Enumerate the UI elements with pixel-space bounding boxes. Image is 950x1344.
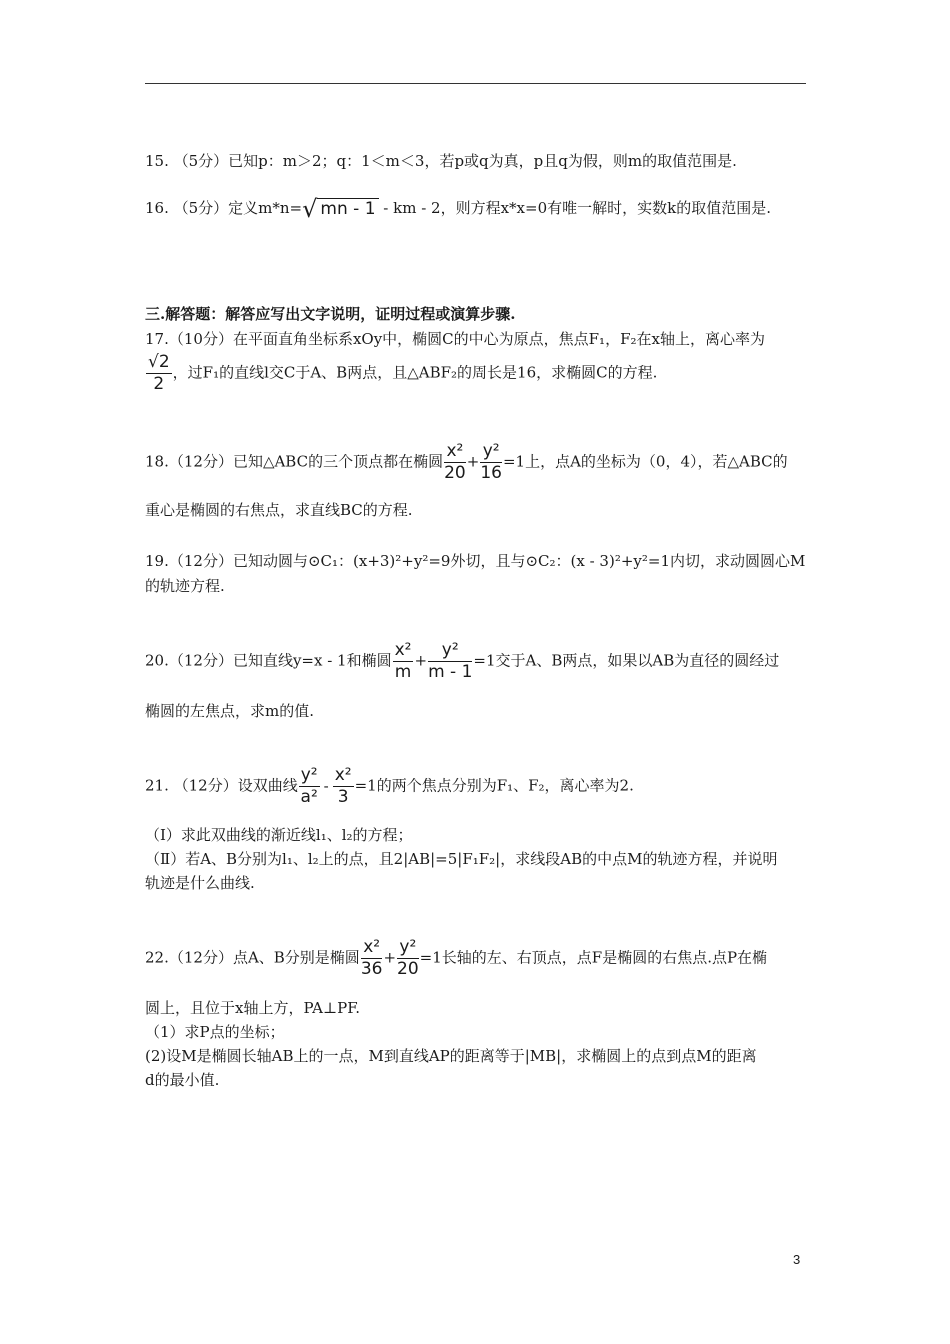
- fraction-x2-over-36: [361, 937, 383, 980]
- question-21-part1: （Ⅰ）求此双曲线的渐近线l₁、l₂的方程；: [145, 826, 413, 844]
- sqrt-radicand: mn - 1: [317, 198, 378, 219]
- question-19-line1: 19.（12分）已知动圆与⊙C₁：(x+3)²+y²=9外切，且与⊙C₂：(x - 3)²+y²=1内切，求动圆圆心M: [145, 552, 806, 570]
- fraction-numerator: y²: [300, 765, 318, 785]
- plus-sign: +: [414, 651, 428, 670]
- question-22-part1: （1）求P点的坐标；: [145, 1023, 285, 1041]
- fraction-numerator: y²: [428, 640, 472, 662]
- question-18-line2: 重心是椭圆的右焦点，求直线BC的方程.: [145, 501, 413, 519]
- minus-sign: -: [323, 776, 329, 795]
- fraction-denominator: 2: [153, 374, 165, 394]
- fraction-denominator: 3: [337, 787, 349, 807]
- fraction-numerator: y²: [480, 441, 502, 463]
- fraction-numerator: x²: [361, 937, 383, 959]
- q18-suffix: =1上，点A的坐标为（0，4），若△ABC的: [502, 452, 788, 471]
- question-21-part2-line2: 轨迹是什么曲线.: [145, 874, 255, 892]
- question-17-line2: [145, 352, 657, 395]
- sqrt-icon: √: [302, 195, 318, 223]
- fraction-denominator: 16: [480, 463, 502, 483]
- sqrt-expression: [302, 195, 378, 223]
- q22-suffix: =1长轴的左、右顶点，点F是椭圆的右焦点.点P在椭: [419, 948, 768, 967]
- fraction-denominator: m: [394, 662, 412, 682]
- q16-prefix: 16. （5分）定义m*n=: [145, 199, 303, 217]
- q20-prefix: 20.（12分）已知直线y=x - 1和椭圆: [145, 651, 392, 670]
- q21-suffix: =1的两个焦点分别为F₁、F₂，离心率为2.: [354, 776, 634, 795]
- question-19-line2: 的轨迹方程.: [145, 577, 225, 595]
- fraction-numerator: x²: [334, 765, 352, 785]
- fraction-y2-over-a2: [299, 765, 320, 808]
- fraction-numerator: y²: [397, 937, 419, 959]
- fraction-x2-over-3: [333, 765, 354, 808]
- fraction-y2-over-16: [480, 441, 502, 484]
- fraction-y2-over-m-1: [428, 640, 472, 683]
- fraction-denominator: 36: [360, 959, 383, 979]
- section-heading: 三.解答题：解答应写出文字说明，证明过程或演算步骤.: [145, 305, 516, 323]
- fraction-numerator: √2: [148, 352, 170, 372]
- fraction-y2-over-20: [397, 937, 419, 980]
- fraction-denominator: m - 1: [428, 662, 473, 682]
- question-21-line1: [145, 765, 634, 808]
- plus-sign: +: [383, 948, 397, 967]
- fraction-numerator: x²: [394, 640, 412, 660]
- plus-sign: +: [466, 452, 480, 471]
- header-rule: [145, 83, 806, 84]
- question-22-line2: 圆上，且位于x轴上方，PA⊥PF.: [145, 999, 361, 1017]
- q22-prefix: 22.（12分）点A、B分别是椭圆: [145, 948, 360, 967]
- fraction-denominator: a²: [300, 787, 318, 807]
- fraction-x2-over-m: [393, 640, 414, 683]
- fraction-sqrt2-over-2: [146, 352, 172, 395]
- question-18-line1: [145, 441, 788, 484]
- question-17-line1: 17.（10分）在平面直角坐标系xOy中，椭圆C的中心为原点，焦点F₁，F₂在x轴上，离心率为: [145, 330, 765, 348]
- question-22-line1: [145, 937, 767, 980]
- q21-prefix: 21. （12分）设双曲线: [145, 776, 298, 795]
- q18-prefix: 18.（12分）已知△ABC的三个顶点都在椭圆: [145, 452, 444, 471]
- question-20-line1: [145, 640, 779, 683]
- question-16: [145, 195, 771, 223]
- fraction-denominator: 20: [397, 959, 419, 979]
- question-20-line2: 椭圆的左焦点，求m的值.: [145, 702, 314, 720]
- question-21-part2-line1: （Ⅱ）若A、B分别为l₁、l₂上的点，且2|AB|=5|F₁F₂|，求线段AB的中点M的轨迹方程，并说明: [145, 850, 778, 868]
- fraction-x2-over-20: [444, 441, 466, 484]
- q16-suffix: - km - 2，则方程x*x=0有唯一解时，实数k的取值范围是.: [378, 199, 771, 217]
- question-22-part2-line2: d的最小值.: [145, 1071, 220, 1089]
- q17-line2-text: ，过F₁的直线l交C于A、B两点，且△ABF₂的周长是16，求椭圆C的方程.: [172, 363, 658, 382]
- question-15: 15. （5分）已知p：m＞2；q：1＜m＜3，若p或q为真，p且q为假，则m的取值范围是.: [145, 152, 737, 170]
- question-22-part2-line1: (2)设M是椭圆长轴AB上的一点，M到直线AP的距离等于|MB|，求椭圆上的点到点M的距离: [145, 1047, 757, 1065]
- fraction-denominator: 20: [444, 463, 466, 483]
- fraction-numerator: x²: [444, 441, 466, 463]
- q20-suffix: =1交于A、B两点，如果以AB为直径的圆经过: [473, 651, 780, 670]
- page-number: 3: [793, 1252, 801, 1267]
